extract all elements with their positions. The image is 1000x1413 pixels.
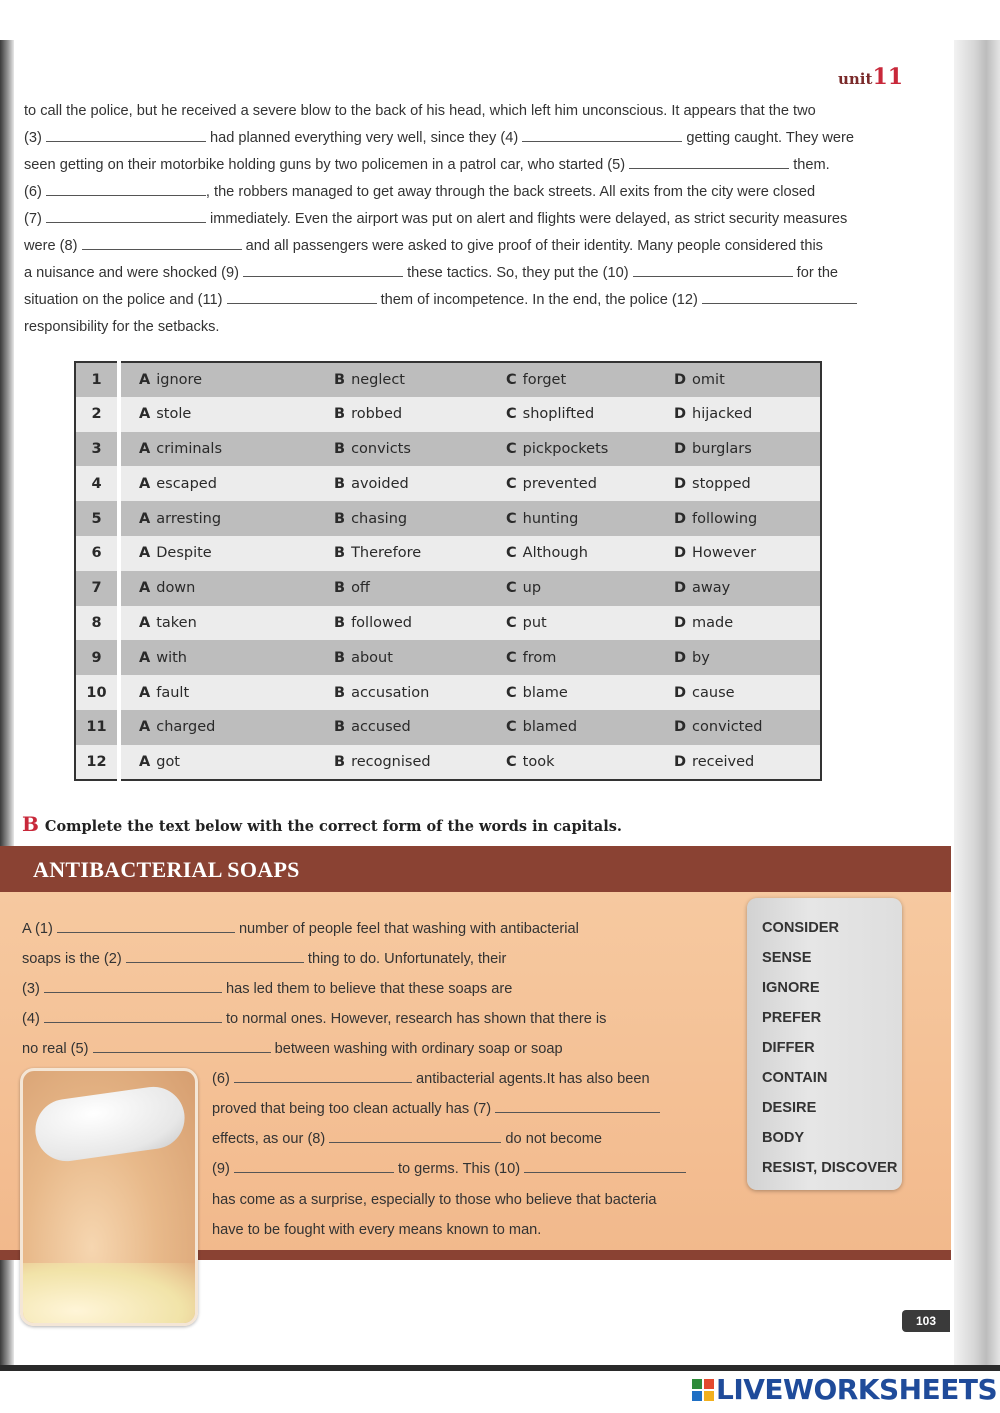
- option-c[interactable]: [506, 362, 674, 397]
- option-c[interactable]: [506, 675, 674, 710]
- option-letter: B: [334, 614, 346, 631]
- option-word: fault: [156, 684, 190, 701]
- option-word: stole: [156, 406, 192, 423]
- gap-4[interactable]: [522, 130, 682, 142]
- word-box-item: DIFFER: [762, 1040, 815, 1056]
- option-word: received: [692, 753, 755, 770]
- soap-line: (6) antibacterial agents.It has also been: [212, 1071, 650, 1087]
- task-b-instruction: Complete the text below with the correct form of the words in capitals.: [44, 818, 622, 835]
- option-letter: B: [334, 684, 346, 701]
- option-word: accusation: [351, 684, 430, 701]
- passage-line: (7) immediately. Even the airport was put on alert and flights were delayed, as strict security measures: [24, 211, 848, 227]
- option-a[interactable]: [119, 675, 334, 710]
- option-number: 2: [75, 397, 119, 432]
- option-word: However: [692, 545, 757, 562]
- option-a[interactable]: [119, 397, 334, 432]
- option-row: [75, 397, 821, 432]
- option-word: Despite: [156, 545, 212, 562]
- option-letter: A: [139, 684, 151, 701]
- option-letter: D: [674, 440, 687, 457]
- word-box: [747, 898, 902, 1190]
- soap-line: no real (5) between washing with ordinary soap or soap: [22, 1041, 563, 1057]
- option-letter: C: [506, 614, 517, 631]
- soap-gap-5[interactable]: [93, 1041, 271, 1053]
- option-a[interactable]: [119, 501, 334, 536]
- option-row: [75, 501, 821, 536]
- option-letter: B: [334, 510, 346, 527]
- passage-line: a nuisance and were shocked (9) these tactics. So, they put the (10) for the: [24, 265, 839, 281]
- option-c[interactable]: [506, 745, 674, 780]
- option-word: ignore: [156, 371, 203, 388]
- option-letter: B: [334, 440, 346, 457]
- option-letter: B: [334, 371, 346, 388]
- soap-gap-2[interactable]: [126, 951, 304, 963]
- option-row: [75, 432, 821, 467]
- word-box-item: SENSE: [762, 950, 812, 966]
- option-letter: A: [139, 614, 151, 631]
- scan-top-margin: [0, 0, 1000, 40]
- passage-line: were (8) and all passengers were asked to give proof of their identity. Many people considered this: [24, 238, 823, 254]
- option-word: forget: [522, 371, 567, 388]
- unit-number: 11: [872, 64, 904, 90]
- option-word: put: [522, 614, 547, 631]
- option-word: made: [692, 614, 734, 631]
- option-d[interactable]: [674, 710, 821, 745]
- option-word: about: [351, 649, 393, 666]
- option-row: [75, 606, 821, 641]
- option-letter: A: [139, 406, 151, 423]
- gap-9[interactable]: [243, 265, 403, 277]
- soap-line: (3) has led them to believe that these soaps are: [22, 981, 513, 997]
- option-letter: C: [506, 510, 517, 527]
- option-number: 4: [75, 466, 119, 501]
- option-row: [75, 745, 821, 780]
- option-a[interactable]: [119, 571, 334, 606]
- soap-line: (4) to normal ones. However, research has shown that there is: [22, 1011, 607, 1027]
- option-letter: A: [139, 753, 151, 770]
- option-d[interactable]: [674, 571, 821, 606]
- option-number: 9: [75, 640, 119, 675]
- option-word: convicted: [692, 719, 763, 736]
- option-letter: D: [674, 753, 687, 770]
- soap-gap-1[interactable]: [57, 921, 235, 933]
- option-number: 1: [75, 362, 119, 397]
- option-row: [75, 571, 821, 606]
- option-b[interactable]: [334, 397, 506, 432]
- soap-gap-4[interactable]: [44, 1011, 222, 1023]
- option-letter: D: [674, 719, 687, 736]
- option-word: robbed: [351, 406, 403, 423]
- option-letter: C: [506, 580, 517, 597]
- section-title: ANTIBACTERIAL SOAPS: [33, 857, 300, 882]
- passage-line: (6) , the robbers managed to get away through the back streets. All exits from the city were closed: [24, 184, 816, 200]
- option-word: avoided: [351, 475, 409, 492]
- option-word: cause: [692, 684, 735, 701]
- option-row: [75, 675, 821, 710]
- brand-name: LIVEWORKSHEETS: [716, 1373, 998, 1406]
- option-c[interactable]: [506, 536, 674, 571]
- option-number: 8: [75, 606, 119, 641]
- option-letter: D: [674, 580, 687, 597]
- option-b[interactable]: [334, 536, 506, 571]
- option-word: down: [156, 580, 196, 597]
- soap-photo: [20, 1068, 198, 1326]
- option-letter: A: [139, 510, 151, 527]
- option-word: Although: [522, 545, 588, 562]
- option-c[interactable]: [506, 640, 674, 675]
- option-word: blame: [522, 684, 568, 701]
- option-number: 10: [75, 675, 119, 710]
- option-letter: C: [506, 371, 517, 388]
- option-letter: C: [506, 475, 517, 492]
- word-box-item: IGNORE: [762, 980, 820, 996]
- soap-gap-3[interactable]: [44, 981, 222, 993]
- option-b[interactable]: [334, 432, 506, 467]
- option-c[interactable]: [506, 501, 674, 536]
- word-box-item: DESIRE: [762, 1100, 817, 1116]
- soap-line: effects, as our (8) do not become: [212, 1131, 602, 1147]
- option-d[interactable]: [674, 501, 821, 536]
- option-letter: B: [334, 649, 346, 666]
- unit-label: [838, 64, 903, 90]
- scan-bottom-edge: [0, 1365, 1000, 1371]
- option-letter: D: [674, 649, 687, 666]
- task-b-heading: [22, 812, 622, 836]
- passage-line: responsibility for the setbacks.: [24, 319, 220, 335]
- liveworksheets-logo-icon: [692, 1379, 714, 1401]
- option-word: shoplifted: [522, 406, 595, 423]
- option-number: 5: [75, 501, 119, 536]
- option-d[interactable]: [674, 745, 821, 780]
- option-a[interactable]: [119, 362, 334, 397]
- option-word: charged: [156, 719, 216, 736]
- option-word: convicts: [351, 440, 411, 457]
- option-word: from: [522, 649, 557, 666]
- option-row: [75, 362, 821, 397]
- option-letter: C: [506, 684, 517, 701]
- option-letter: A: [139, 371, 151, 388]
- option-b[interactable]: [334, 675, 506, 710]
- option-d[interactable]: [674, 675, 821, 710]
- option-word: accused: [351, 719, 411, 736]
- soap-gap-9[interactable]: [234, 1161, 394, 1173]
- option-b[interactable]: [334, 640, 506, 675]
- option-word: followed: [351, 614, 412, 631]
- option-number: 3: [75, 432, 119, 467]
- option-b[interactable]: [334, 606, 506, 641]
- passage-line: seen getting on their motorbike holding guns by two policemen in a patrol car, who started (5) them.: [24, 157, 830, 173]
- option-d[interactable]: [674, 466, 821, 501]
- option-number: 7: [75, 571, 119, 606]
- option-a[interactable]: [119, 466, 334, 501]
- option-word: omit: [692, 371, 725, 388]
- option-word: hijacked: [692, 406, 753, 423]
- option-word: criminals: [156, 440, 223, 457]
- brand-footer[interactable]: [692, 1373, 997, 1406]
- option-word: prevented: [522, 475, 597, 492]
- option-d[interactable]: [674, 362, 821, 397]
- page-number: 103: [902, 1310, 950, 1332]
- word-box-item: BODY: [762, 1130, 805, 1146]
- option-d[interactable]: [674, 606, 821, 641]
- option-word: took: [522, 753, 555, 770]
- option-word: by: [692, 649, 710, 666]
- soap-gap-8[interactable]: [329, 1131, 501, 1143]
- options-table: [74, 361, 822, 781]
- soap-line: (9) to germs. This (10): [212, 1154, 686, 1184]
- soap-line: has come as a surprise, especially to those who believe that bacteria: [212, 1192, 657, 1208]
- passage-line: to call the police, but he received a severe blow to the back of his head, which left him unconscious. It appears that the two: [24, 103, 816, 119]
- option-letter: D: [674, 545, 687, 562]
- option-letter: D: [674, 510, 687, 527]
- option-c[interactable]: [506, 606, 674, 641]
- option-word: neglect: [351, 371, 405, 388]
- option-letter: C: [506, 440, 517, 457]
- option-letter: A: [139, 440, 151, 457]
- gap-7[interactable]: [46, 211, 206, 223]
- option-letter: D: [674, 406, 687, 423]
- option-letter: B: [334, 545, 346, 562]
- word-box-item: CONSIDER: [762, 920, 840, 936]
- option-letter: B: [334, 753, 346, 770]
- soap-gap-6[interactable]: [234, 1071, 412, 1083]
- gap-10[interactable]: [633, 265, 793, 277]
- option-word: burglars: [692, 440, 752, 457]
- option-row: [75, 466, 821, 501]
- passage-text: [24, 98, 904, 341]
- passage-line: (3) had planned everything very well, since they (4) getting caught. They were: [24, 130, 854, 146]
- option-word: recognised: [351, 753, 431, 770]
- option-b[interactable]: [334, 501, 506, 536]
- option-a[interactable]: [119, 432, 334, 467]
- option-b[interactable]: [334, 362, 506, 397]
- option-letter: D: [674, 684, 687, 701]
- soap-line: proved that being too clean actually has (7): [212, 1094, 660, 1124]
- option-letter: A: [139, 719, 151, 736]
- option-c[interactable]: [506, 397, 674, 432]
- option-letter: A: [139, 545, 151, 562]
- option-word: Therefore: [351, 545, 422, 562]
- gap-12[interactable]: [702, 292, 857, 304]
- option-word: hunting: [522, 510, 579, 527]
- option-letter: B: [334, 580, 346, 597]
- soap-line: have to be fought with every means known to man.: [212, 1222, 542, 1238]
- option-word: up: [522, 580, 542, 597]
- word-box-item: PREFER: [762, 1010, 822, 1026]
- soap-gap-10[interactable]: [524, 1161, 686, 1173]
- option-number: 6: [75, 536, 119, 571]
- option-row: [75, 536, 821, 571]
- soap-bar-image: [31, 1083, 188, 1165]
- gap-3[interactable]: [46, 130, 206, 142]
- option-word: pickpockets: [522, 440, 609, 457]
- word-box-item: CONTAIN: [762, 1070, 828, 1086]
- option-letter: D: [674, 475, 687, 492]
- option-letter: B: [334, 475, 346, 492]
- option-letter: B: [334, 406, 346, 423]
- option-d[interactable]: [674, 432, 821, 467]
- option-b[interactable]: [334, 571, 506, 606]
- option-word: blamed: [522, 719, 578, 736]
- option-word: stopped: [692, 475, 751, 492]
- option-c[interactable]: [506, 571, 674, 606]
- option-letter: C: [506, 406, 517, 423]
- option-letter: B: [334, 719, 346, 736]
- option-a[interactable]: [119, 640, 334, 675]
- option-word: away: [692, 580, 731, 597]
- option-number: 12: [75, 745, 119, 780]
- option-letter: A: [139, 475, 151, 492]
- option-d[interactable]: [674, 536, 821, 571]
- option-d[interactable]: [674, 397, 821, 432]
- option-b[interactable]: [334, 466, 506, 501]
- option-word: arresting: [156, 510, 222, 527]
- option-letter: A: [139, 580, 151, 597]
- option-b[interactable]: [334, 745, 506, 780]
- task-b-letter: B: [22, 812, 39, 836]
- option-row: [75, 710, 821, 745]
- option-letter: C: [506, 719, 517, 736]
- option-word: escaped: [156, 475, 217, 492]
- option-letter: D: [674, 371, 687, 388]
- option-row: [75, 640, 821, 675]
- page-edge-shadow: [954, 40, 1000, 1370]
- gap-8[interactable]: [82, 238, 242, 250]
- option-letter: C: [506, 545, 517, 562]
- option-c[interactable]: [506, 710, 674, 745]
- option-d[interactable]: [674, 640, 821, 675]
- option-letter: D: [674, 614, 687, 631]
- soap-line: soaps is the (2) thing to do. Unfortunately, their: [22, 951, 507, 967]
- option-a[interactable]: [119, 606, 334, 641]
- soap-line: A (1) number of people feel that washing with antibacterial: [22, 921, 579, 937]
- section-banner: [0, 846, 951, 892]
- option-word: with: [156, 649, 187, 666]
- gap-11[interactable]: [227, 292, 377, 304]
- passage-line: situation on the police and (11) them of incompetence. In the end, the police (12): [24, 287, 904, 314]
- option-number: 11: [75, 710, 119, 745]
- option-word: taken: [156, 614, 197, 631]
- option-c[interactable]: [506, 466, 674, 501]
- option-a[interactable]: [119, 536, 334, 571]
- option-letter: C: [506, 753, 517, 770]
- option-letter: A: [139, 649, 151, 666]
- option-word: got: [156, 753, 180, 770]
- unit-word: unit: [838, 70, 873, 88]
- gap-5[interactable]: [629, 157, 789, 169]
- option-letter: C: [506, 649, 517, 666]
- gap-6[interactable]: [46, 184, 206, 196]
- option-word: following: [692, 510, 758, 527]
- option-a[interactable]: [119, 745, 334, 780]
- option-word: chasing: [351, 510, 408, 527]
- soap-gap-7[interactable]: [495, 1101, 660, 1113]
- option-word: off: [351, 580, 370, 597]
- word-box-item: RESIST, DISCOVER: [762, 1160, 898, 1176]
- option-a[interactable]: [119, 710, 334, 745]
- option-b[interactable]: [334, 710, 506, 745]
- option-c[interactable]: [506, 432, 674, 467]
- towel-image: [23, 1263, 198, 1323]
